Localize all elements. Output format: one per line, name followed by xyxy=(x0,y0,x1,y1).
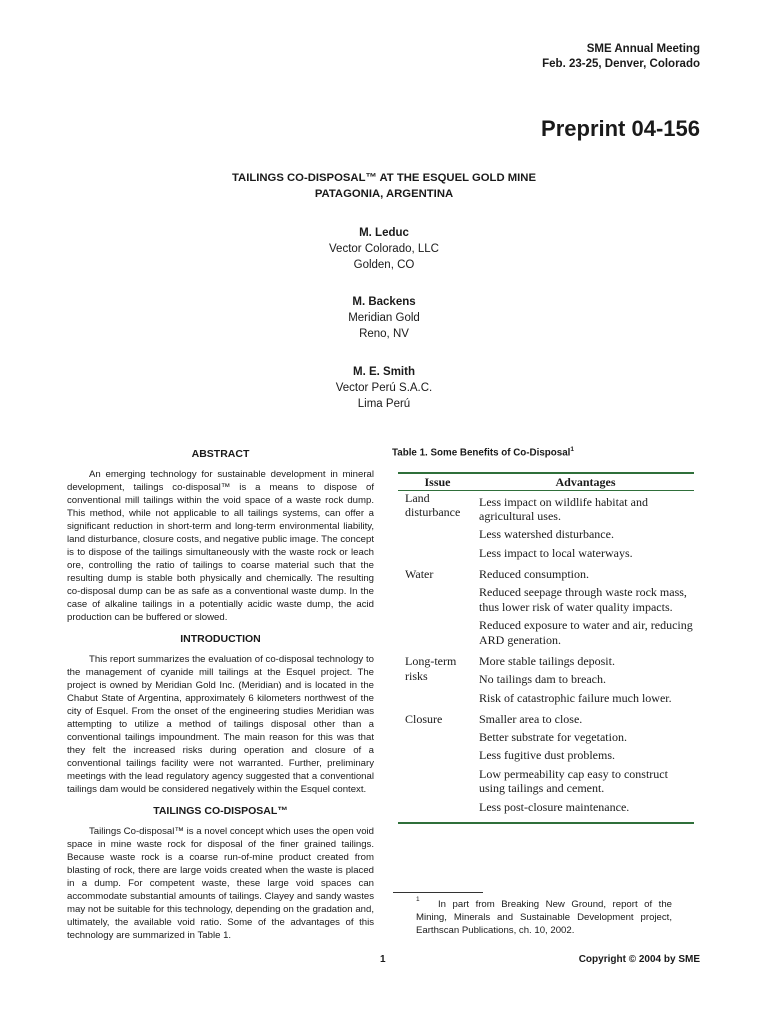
advantage-cell: More stable tailings deposit. xyxy=(479,654,615,669)
issue-cell: Land disturbance xyxy=(405,490,461,520)
table-bottom-rule xyxy=(398,822,694,824)
author-affiliation: Meridian Gold xyxy=(348,312,420,324)
author-block xyxy=(0,364,768,412)
advantage-cell: Risk of catastrophic failure much lower. xyxy=(479,690,672,705)
author-location: Reno, NV xyxy=(359,328,409,340)
paper-title xyxy=(0,170,768,202)
codisposal-text: Tailings Co-disposal™ is a novel concept which uses the open void space in mine waste rock for disposal of the finer grained tailings. Because waste rock is a coarse run-of-mine product created from blasting of rock, there are large voids created when the waste is placed in a dump. For competent waste, these large void spaces can accommodate substantial amounts of tailings. Clayey and sandy wastes may not be suitable for this technology, depending on the gradation and, ultimately, the available void ratio. Some of the advantages of this technology are summarized in Table 1. xyxy=(67,826,374,941)
meeting-date-location: Feb. 23-25, Denver, Colorado xyxy=(542,58,700,70)
author-name: M. Leduc xyxy=(359,227,409,239)
author-affiliation: Vector Perú S.A.C. xyxy=(335,382,433,394)
meeting-info xyxy=(542,42,700,72)
page-number: 1 xyxy=(380,954,386,965)
table-row xyxy=(398,709,694,730)
issue-cell: Closure xyxy=(405,711,443,726)
footnote-mark: 1 xyxy=(416,896,420,903)
author-name: M. E. Smith xyxy=(353,366,415,378)
advantage-cell: Less fugitive dust problems. xyxy=(479,748,615,763)
table-row xyxy=(398,564,694,585)
author-location: Lima Perú xyxy=(357,398,411,410)
title-line-2: PATAGONIA, ARGENTINA xyxy=(314,188,454,200)
issue-cell: Water xyxy=(405,567,434,582)
advantages-column-header: Advantages xyxy=(477,474,694,490)
advantage-cell: Reduced exposure to water and air, reducing ARD generation. xyxy=(479,618,693,647)
abstract-text: An emerging technology for sustainable development in mineral development, tailings co-disposal™ is a means to dispose of conventional mill tailings within the void space of a waste rock dump. This method, while not applicable to all tailings systems, can offer a significant reduction in short-term and long-term environmental liability, land disturbance, closure costs, and negative public image. The concept is to dispose of the tailings simultaneously with the waste rock or leach ore, controlling the ratio of tailings to coarse material such that the resulting dump is stable both physically and chemically. The resulting co-disposal dump can be as safe as a conventional waste dump. In the case of alkaline tailings in a potentially acidic waste dump, the acid production can be buffered or slowed. xyxy=(67,469,374,623)
abstract-heading: ABSTRACT xyxy=(191,448,250,460)
author-block xyxy=(0,294,768,342)
issue-cell: Long-term risks xyxy=(405,654,457,683)
advantage-cell: Reduced seepage through waste rock mass, thus lower risk of water quality impacts. xyxy=(479,585,687,614)
codisposal-heading: TAILINGS CO-DISPOSAL™ xyxy=(153,805,288,817)
table-top-rule xyxy=(398,472,694,474)
table-caption-footnote-mark: 1 xyxy=(570,446,574,453)
table-body xyxy=(398,490,694,818)
table-row xyxy=(398,490,694,527)
copyright: Copyright © 2004 by SME xyxy=(578,954,700,965)
advantage-cell: Less post-closure maintenance. xyxy=(479,799,630,814)
introduction-heading: INTRODUCTION xyxy=(180,633,261,645)
author-block xyxy=(0,225,768,273)
advantage-cell: Better substrate for vegetation. xyxy=(479,730,627,745)
benefits-table xyxy=(398,474,694,818)
introduction-text: This report summarizes the evaluation of co-disposal technology to the management of cyanide mill tailings at the Esquel project. The project is owned by Meridian Gold Inc. (Meridian) and is located in the Chabut State of Argentina, approximately 6 kilometers northwest of the city of Esquel. From the onset of the engineering studies Meridian was attempting to utilize a method of tailings disposal other than a conventional tailings impoundment. The main reason for this was that they felt the increased risks during operation and closure of a conventional tailings facility were not warranted. Further, preliminary meetings with the lead regulatory agency suggested that a conventional tailings dam would be considered negatively within the Esquel context. xyxy=(67,654,374,795)
preprint-number: Preprint 04-156 xyxy=(541,116,700,141)
advantage-cell: Less watershed disturbance. xyxy=(479,527,614,542)
title-line-1: TAILINGS CO-DISPOSAL™ AT THE ESQUEL GOLD MINE xyxy=(232,172,536,184)
advantage-cell: Smaller area to close. xyxy=(479,711,583,726)
author-affiliation: Vector Colorado, LLC xyxy=(329,243,439,255)
footnote xyxy=(416,898,672,937)
issue-column-header: Issue xyxy=(398,474,477,490)
table-caption-text: Table 1. Some Benefits of Co-Disposal xyxy=(392,447,571,459)
advantage-cell: No tailings dam to breach. xyxy=(479,672,606,687)
footnote-rule xyxy=(393,892,483,893)
table-caption xyxy=(392,446,574,458)
left-column xyxy=(67,448,374,942)
advantage-cell: Low permeability cap easy to construct using tailings and cement. xyxy=(479,766,668,796)
footnote-text: In part from Breaking New Ground, report of the Mining, Minerals and Sustainable Development project, Earthscan Publications, ch. 10, 2002. xyxy=(416,899,672,936)
advantage-cell: Less impact on wildlife habitat and agricultural uses. xyxy=(479,494,648,524)
table-header-row xyxy=(398,474,694,490)
meeting-name: SME Annual Meeting xyxy=(586,43,700,55)
author-name: M. Backens xyxy=(352,296,416,308)
author-location: Golden, CO xyxy=(353,259,415,271)
advantage-cell: Reduced consumption. xyxy=(479,567,589,582)
table-row xyxy=(398,651,694,672)
advantage-cell: Less impact to local waterways. xyxy=(479,545,633,560)
